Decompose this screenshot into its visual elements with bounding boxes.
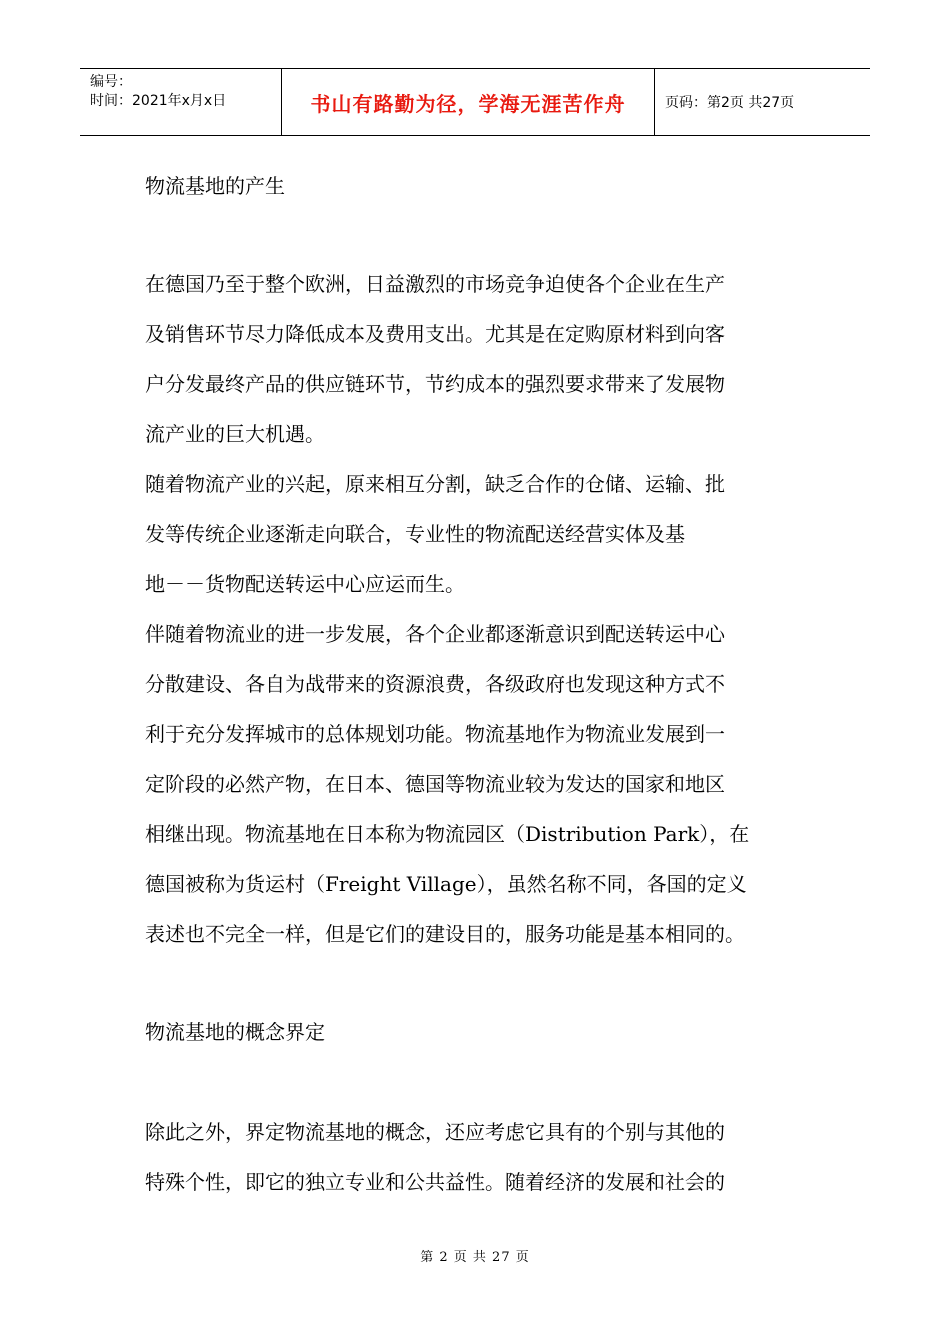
header-page-info: 页码：第2页 共27页	[665, 95, 795, 111]
section-heading: 物流基地的概念界定	[145, 1020, 325, 1044]
section-heading: 物流基地的产生	[145, 174, 285, 198]
paragraph-line: 定阶段的必然产物，在日本、德国等物流业较为发达的国家和地区	[145, 772, 725, 796]
paragraph-line: 利于充分发挥城市的总体规划功能。物流基地作为物流业发展到一	[145, 722, 725, 746]
document-date-label: 时间：2021年x月x日	[90, 93, 227, 109]
paragraph-line: 户分发最终产品的供应链环节，节约成本的强烈要求带来了发展物	[145, 372, 725, 396]
paragraph-line: 及销售环节尽力降低成本及费用支出。尤其是在定购原材料到向客	[145, 322, 725, 346]
paragraph-line: 流产业的巨大机遇。	[145, 422, 325, 446]
paragraph-line: 相继出现。物流基地在日本称为物流园区（Distribution Park），在	[145, 822, 750, 846]
header-info-cell	[80, 69, 282, 135]
paragraph-line: 德国被称为货运村（Freight Village），虽然名称不同，各国的定义	[145, 872, 747, 896]
paragraph-line: 地－－货物配送转运中心应运而生。	[145, 572, 465, 596]
paragraph-line: 随着物流产业的兴起，原来相互分割，缺乏合作的仓储、运输、批	[145, 472, 725, 496]
paragraph-line: 发等传统企业逐渐走向联合，专业性的物流配送经营实体及基	[145, 522, 685, 546]
paragraph-line: 分散建设、各自为战带来的资源浪费，各级政府也发现这种方式不	[145, 672, 725, 696]
header-motto: 书山有路勤为径，学海无涯苦作舟	[310, 91, 626, 116]
page-footer: 第 2 页 共 27 页	[420, 1250, 530, 1265]
paragraph-line: 表述也不完全一样，但是它们的建设目的，服务功能是基本相同的。	[145, 922, 745, 946]
page-header	[80, 68, 870, 136]
paragraph-line: 在德国乃至于整个欧洲，日益激烈的市场竞争迫使各个企业在生产	[145, 272, 725, 296]
header-motto-cell	[282, 69, 655, 135]
document-number-label: 编号：	[90, 74, 132, 90]
paragraph-line: 特殊个性，即它的独立专业和公共益性。随着经济的发展和社会的	[145, 1170, 725, 1194]
header-page-cell	[655, 69, 870, 135]
paragraph-line: 除此之外，界定物流基地的概念，还应考虑它具有的个别与其他的	[145, 1120, 725, 1144]
paragraph-line: 伴随着物流业的进一步发展，各个企业都逐渐意识到配送转运中心	[145, 622, 725, 646]
